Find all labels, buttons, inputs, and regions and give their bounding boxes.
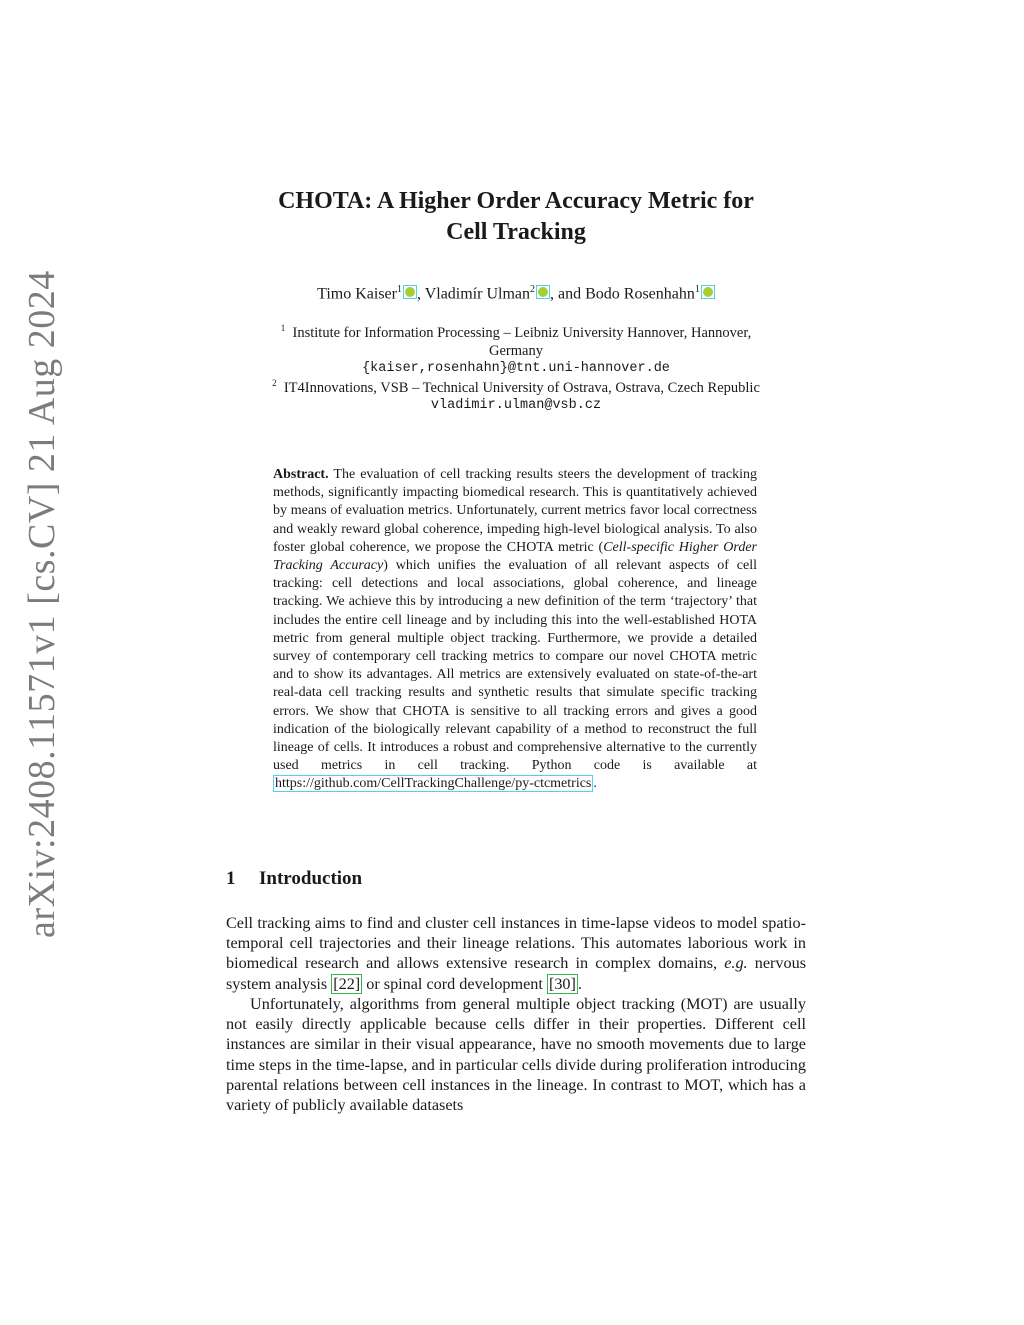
section-title: Introduction (259, 868, 363, 889)
affiliation-number: 1 (280, 323, 286, 333)
affiliation-text: IT4Innovations, VSB – Technical University of Ostrava, Ostrava, Czech Republic (283, 379, 760, 396)
body-italic: e.g. (724, 954, 748, 973)
author-name: Bodo Rosenhahn (585, 285, 695, 303)
author-affil-mark: 1 (694, 284, 700, 295)
intro-paragraph-1 (226, 913, 806, 994)
author-list (226, 284, 806, 303)
affiliation-2 (226, 374, 806, 415)
affiliation-email: {kaiser,rosenhahn}@tnt.uni-hannover.de (362, 360, 670, 376)
affiliation-text: Institute for Information Processing – Leibniz University Hannover, Hannover, (292, 324, 752, 341)
citation-link[interactable]: [30] (548, 974, 576, 993)
author-affil-mark: 1 (396, 284, 402, 295)
affiliation-number: 2 (272, 378, 277, 388)
author-name: Timo Kaiser (317, 285, 397, 303)
orcid-icon[interactable] (536, 285, 550, 299)
arxiv-identifier: arXiv:2408.11571v1 [cs.CV] 21 Aug 2024 (21, 270, 63, 938)
abstract-text: The evaluation of cell tracking results steers the development of tracking methods, significantly impacting biomedical research. This is quantitatively achieved by means of evaluation metrics. Unfortunately, current metrics favor local correctness and weakly reward global coherence, impeding high-level biological analysis. To also foster global coherence, we propose the CHOTA metric ( (273, 467, 757, 555)
affiliation-1 (226, 319, 806, 378)
abstract-text: ) which unifies the evaluation of all relevant aspects of cell tracking: cell detections and local associations, global coherence, and lineage tracking. We achieve this by introducing a new definition of the term ‘trajectory’ that includes the entire cell lineage and by including this into the well-established HOTA metric from general multiple object tracking. Furthermore, we provide a detailed survey of contemporary cell tracking metrics to compare our novel CHOTA metric and to show its advantages. All metrics are extensively evaluated on state-of-the-art real-data cell tracking results and synthetic results that simulate specific tracking errors. We show that CHOTA is sensitive to all tracking errors and gives a good indication of the biologically relevant capability of a method to reconstruct the full lineage of cells. It introduces a robust and comprehensive alternative to the currently used metrics in cell tracking. Python code is available at (273, 558, 757, 774)
abstract-italic: Cell-specific Higher Order Tracking Accuracy (273, 539, 757, 574)
author-separator: , and (550, 285, 586, 303)
paper-title (226, 186, 806, 248)
citation-link[interactable]: [22] (333, 974, 361, 993)
affiliation-country: Germany (489, 342, 543, 359)
title-line-1: CHOTA: A Higher Order Accuracy Metric for (278, 188, 754, 214)
body-text: nervous system analysis (226, 954, 807, 993)
section-heading (226, 868, 362, 890)
orcid-icon[interactable] (403, 285, 417, 299)
body-text: Cell tracking aims to find and cluster cell instances in time-lapse videos to model spatio-temporal cell trajectories and their lineage relations. This automates laborious work in biomedical research and allows extensive research in complex domains, (226, 914, 806, 973)
section-number: 1 (226, 868, 236, 889)
author-affil-mark: 2 (530, 284, 535, 295)
abstract-end: . (593, 776, 597, 792)
orcid-icon[interactable] (701, 285, 715, 299)
affiliation-email: vladimir.ulman@vsb.cz (430, 397, 602, 413)
code-link[interactable]: https://github.com/CellTrackingChallenge/py-ctcmetrics (275, 776, 592, 792)
intro-paragraph-2: Unfortunately, algorithms from general multiple object tracking (MOT) are usually not easily directly applicable because cells differ in their properties. Different cell instances are similar in their visual appearance, have no smooth movements due to large time steps in the time-lapse, and in particular cells divide during proliferation introducing parental relations between cell instances in the lineage. In contrast to MOT, which has a variety of publicly available datasets (226, 995, 806, 1115)
abstract (273, 466, 757, 794)
body-text: . (577, 974, 582, 993)
abstract-label: Abstract. (273, 467, 329, 482)
title-line-2: Cell Tracking (446, 219, 586, 245)
author-separator: , (416, 285, 425, 303)
author-name: Vladimír Ulman (424, 285, 530, 303)
body-text: or spinal cord development (362, 974, 547, 993)
